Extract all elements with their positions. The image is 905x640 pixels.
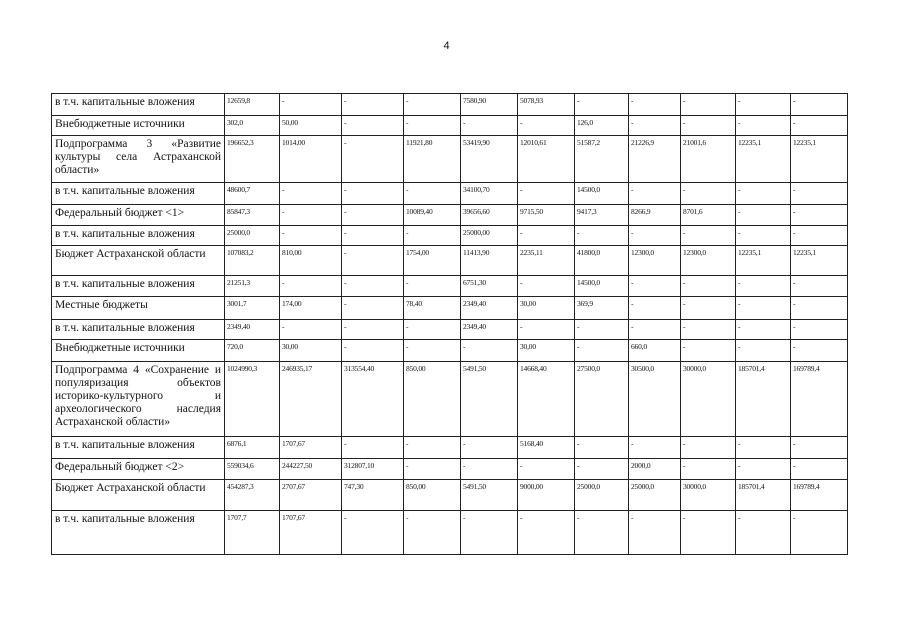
table-cell: 14500,0 [575, 276, 629, 297]
table-cell: 244227,50 [280, 459, 342, 480]
table-cell: 126,0 [575, 116, 629, 136]
table-cell: - [575, 94, 629, 116]
table-row [52, 183, 848, 205]
table-cell: 6751,30 [461, 276, 518, 297]
table-cell: 12235,1 [736, 246, 791, 276]
table-cell: - [736, 183, 791, 205]
table-cell: - [518, 183, 575, 205]
table-cell: 850,00 [404, 362, 461, 437]
table-row [52, 340, 848, 362]
table-cell: - [629, 94, 681, 116]
row-label: в т.ч. капитальные вложения [52, 437, 225, 459]
table-cell: 30000,0 [681, 480, 736, 511]
table-cell: - [575, 320, 629, 340]
table-cell: 196652,3 [225, 136, 280, 183]
table-cell: - [681, 459, 736, 480]
table-cell: - [681, 276, 736, 297]
table-cell: - [280, 205, 342, 226]
table-cell: 810,00 [280, 246, 342, 276]
table-cell: - [681, 511, 736, 555]
table-cell: - [575, 226, 629, 246]
table-cell: 12300,0 [681, 246, 736, 276]
table-cell: - [280, 94, 342, 116]
table-cell: - [342, 226, 404, 246]
table-cell: - [404, 320, 461, 340]
table-cell: - [629, 276, 681, 297]
table-cell: - [575, 511, 629, 555]
table-cell: - [629, 511, 681, 555]
table-row [52, 205, 848, 226]
table-cell: - [791, 183, 848, 205]
table-cell: - [404, 183, 461, 205]
table-cell: 30,00 [518, 340, 575, 362]
table-cell: 34100,70 [461, 183, 518, 205]
table-cell: - [404, 116, 461, 136]
table-cell: 11921,80 [404, 136, 461, 183]
table-cell: 12010,61 [518, 136, 575, 183]
table-row [52, 276, 848, 297]
table-cell: 11413,90 [461, 246, 518, 276]
table-cell: 30,00 [280, 340, 342, 362]
table-cell: - [791, 116, 848, 136]
table-cell: 302,0 [225, 116, 280, 136]
table-cell: 1707,67 [280, 437, 342, 459]
page-number: 4 [443, 40, 450, 52]
table-row [52, 246, 848, 276]
table-row [52, 437, 848, 459]
row-label: Подпрограмма 4 «Сохранение и популяризация объектов историко-культурного и археологического наследия Астраханской области» [52, 362, 225, 437]
table-cell: 41800,0 [575, 246, 629, 276]
table-cell: 85847,3 [225, 205, 280, 226]
table-cell: - [681, 340, 736, 362]
table-cell: - [791, 276, 848, 297]
table-cell: - [404, 340, 461, 362]
table-cell: 5491,50 [461, 362, 518, 437]
table-cell: 39656,60 [461, 205, 518, 226]
table-cell: - [342, 511, 404, 555]
row-label: Подпрограмма 3 «Развитие культуры села Астраханской области» [52, 136, 225, 183]
table-row [52, 511, 848, 555]
table-cell: 12659,8 [225, 94, 280, 116]
table-cell: - [342, 276, 404, 297]
table-cell: - [404, 94, 461, 116]
table-cell: 53419,90 [461, 136, 518, 183]
table-cell: 78,40 [404, 297, 461, 320]
table-cell: 1014,00 [280, 136, 342, 183]
table-cell: - [791, 297, 848, 320]
row-label: Внебюджетные источники [52, 340, 225, 362]
row-label: в т.ч. капитальные вложения [52, 226, 225, 246]
row-label: Местные бюджеты [52, 297, 225, 320]
table-cell: 2349,40 [225, 320, 280, 340]
table-cell: - [575, 340, 629, 362]
table-cell: 2349,40 [461, 297, 518, 320]
table-cell: 2349,40 [461, 320, 518, 340]
table-cell: 720,0 [225, 340, 280, 362]
table-cell: 312807,10 [342, 459, 404, 480]
table-cell: 14500,0 [575, 183, 629, 205]
table-cell: - [791, 320, 848, 340]
row-label: Внебюджетные источники [52, 116, 225, 136]
table-cell: - [518, 276, 575, 297]
table-cell: - [629, 116, 681, 136]
table-cell: - [681, 94, 736, 116]
table-cell: - [518, 226, 575, 246]
table-cell: 25000,00 [461, 226, 518, 246]
table-cell: - [629, 320, 681, 340]
table-cell: 454287,3 [225, 480, 280, 511]
table-cell: - [518, 116, 575, 136]
table-cell: 21251,3 [225, 276, 280, 297]
table-row [52, 297, 848, 320]
table-row [52, 136, 848, 183]
table-cell: - [342, 340, 404, 362]
table-cell: - [342, 94, 404, 116]
table-cell: - [736, 437, 791, 459]
table-cell: 12235,1 [791, 136, 848, 183]
table-cell: - [736, 459, 791, 480]
table-cell: 185701,4 [736, 362, 791, 437]
row-label: в т.ч. капитальные вложения [52, 94, 225, 116]
table-cell: - [681, 226, 736, 246]
row-label: в т.ч. капитальные вложения [52, 511, 225, 555]
row-label: Федеральный бюджет <1> [52, 205, 225, 226]
table-cell: 12235,1 [736, 136, 791, 183]
row-label: Федеральный бюджет <2> [52, 459, 225, 480]
budget-table [51, 93, 848, 555]
table-cell: - [629, 226, 681, 246]
table-cell: - [681, 320, 736, 340]
table-row [52, 459, 848, 480]
table-cell: - [736, 297, 791, 320]
table-cell: 9417,3 [575, 205, 629, 226]
table-cell: 246935,17 [280, 362, 342, 437]
table-cell: - [681, 297, 736, 320]
table-cell: 169789,4 [791, 480, 848, 511]
table-cell: 12235,1 [791, 246, 848, 276]
table-cell: 51587,2 [575, 136, 629, 183]
table-cell: - [791, 511, 848, 555]
table-cell: 747,30 [342, 480, 404, 511]
table-cell: - [791, 340, 848, 362]
table-cell: - [736, 226, 791, 246]
table-row [52, 320, 848, 340]
table-cell: 313554,40 [342, 362, 404, 437]
table-cell: - [404, 459, 461, 480]
table-cell: - [629, 297, 681, 320]
table-cell: - [681, 183, 736, 205]
table-cell: - [791, 94, 848, 116]
table-cell: 5491,50 [461, 480, 518, 511]
table-cell: - [736, 94, 791, 116]
table-cell: - [342, 437, 404, 459]
table-cell: - [461, 116, 518, 136]
table-cell: 107083,2 [225, 246, 280, 276]
table-cell: 850,00 [404, 480, 461, 511]
table-cell: - [404, 276, 461, 297]
row-label: в т.ч. капитальные вложения [52, 320, 225, 340]
table-cell: 169789,4 [791, 362, 848, 437]
table-cell: 48600,7 [225, 183, 280, 205]
table-cell: - [736, 116, 791, 136]
table-cell: 27500,0 [575, 362, 629, 437]
table-cell: - [736, 320, 791, 340]
row-label: в т.ч. капитальные вложения [52, 276, 225, 297]
table-cell: 8266,9 [629, 205, 681, 226]
table-cell: - [791, 226, 848, 246]
table-cell: - [342, 320, 404, 340]
table-cell: - [629, 183, 681, 205]
table-cell: 21226,9 [629, 136, 681, 183]
table-cell: - [280, 226, 342, 246]
table-cell: 25000,0 [225, 226, 280, 246]
table-cell: 7580,90 [461, 94, 518, 116]
table-cell: - [280, 320, 342, 340]
table-cell: 10089,40 [404, 205, 461, 226]
table-cell: 50,00 [280, 116, 342, 136]
table-cell: - [461, 437, 518, 459]
table-cell: - [404, 511, 461, 555]
table-cell: 5078,93 [518, 94, 575, 116]
table-row [52, 116, 848, 136]
table-cell: - [342, 205, 404, 226]
table-row [52, 480, 848, 511]
table-cell: 2707,67 [280, 480, 342, 511]
table-cell: - [629, 437, 681, 459]
table-cell: - [681, 437, 736, 459]
table-row [52, 94, 848, 116]
table-cell: 8701,6 [681, 205, 736, 226]
table-cell: 1707,67 [280, 511, 342, 555]
table-cell: - [518, 459, 575, 480]
table-cell: - [736, 276, 791, 297]
row-label: в т.ч. капитальные вложения [52, 183, 225, 205]
table-cell: 25000,0 [575, 480, 629, 511]
table-cell: - [404, 226, 461, 246]
table-cell: - [791, 437, 848, 459]
table-cell: - [518, 511, 575, 555]
table-cell: 559034,6 [225, 459, 280, 480]
table-cell: 30,00 [518, 297, 575, 320]
row-label: Бюджет Астраханской области [52, 480, 225, 511]
table-cell: 12300,0 [629, 246, 681, 276]
table-cell: 174,00 [280, 297, 342, 320]
table-cell: 1707,7 [225, 511, 280, 555]
table-cell: 660,0 [629, 340, 681, 362]
table-cell: - [342, 297, 404, 320]
table-row [52, 226, 848, 246]
table-cell: - [461, 459, 518, 480]
table-cell: 2235,11 [518, 246, 575, 276]
row-label: Бюджет Астраханской области [52, 246, 225, 276]
table-cell: 1024990,3 [225, 362, 280, 437]
table-cell: - [461, 340, 518, 362]
table-cell: - [280, 276, 342, 297]
table-cell: 14668,40 [518, 362, 575, 437]
table-cell: 6876,1 [225, 437, 280, 459]
table-cell: - [575, 459, 629, 480]
table-cell: - [342, 246, 404, 276]
table-cell: 9715,50 [518, 205, 575, 226]
table-cell: - [342, 136, 404, 183]
table-cell: - [575, 437, 629, 459]
table-body [52, 94, 848, 555]
table-cell: 21001,6 [681, 136, 736, 183]
table-cell: 3001,7 [225, 297, 280, 320]
table-cell: 30500,0 [629, 362, 681, 437]
table-cell: 25000,0 [629, 480, 681, 511]
table-cell: 185701,4 [736, 480, 791, 511]
table-cell: - [736, 511, 791, 555]
table-cell: 5168,40 [518, 437, 575, 459]
table-cell: 1754,00 [404, 246, 461, 276]
table-cell: - [280, 183, 342, 205]
table-cell: - [791, 205, 848, 226]
table-cell: 30000,0 [681, 362, 736, 437]
table-cell: - [681, 116, 736, 136]
table-cell: - [342, 116, 404, 136]
table-cell: - [461, 511, 518, 555]
table-cell: - [736, 340, 791, 362]
table-cell: - [791, 459, 848, 480]
table-cell: 2000,0 [629, 459, 681, 480]
table-cell: - [404, 437, 461, 459]
table-row [52, 362, 848, 437]
table-cell: - [736, 205, 791, 226]
table-cell: - [518, 320, 575, 340]
table-cell: - [342, 183, 404, 205]
table-cell: 369,9 [575, 297, 629, 320]
table-cell: 9000,00 [518, 480, 575, 511]
